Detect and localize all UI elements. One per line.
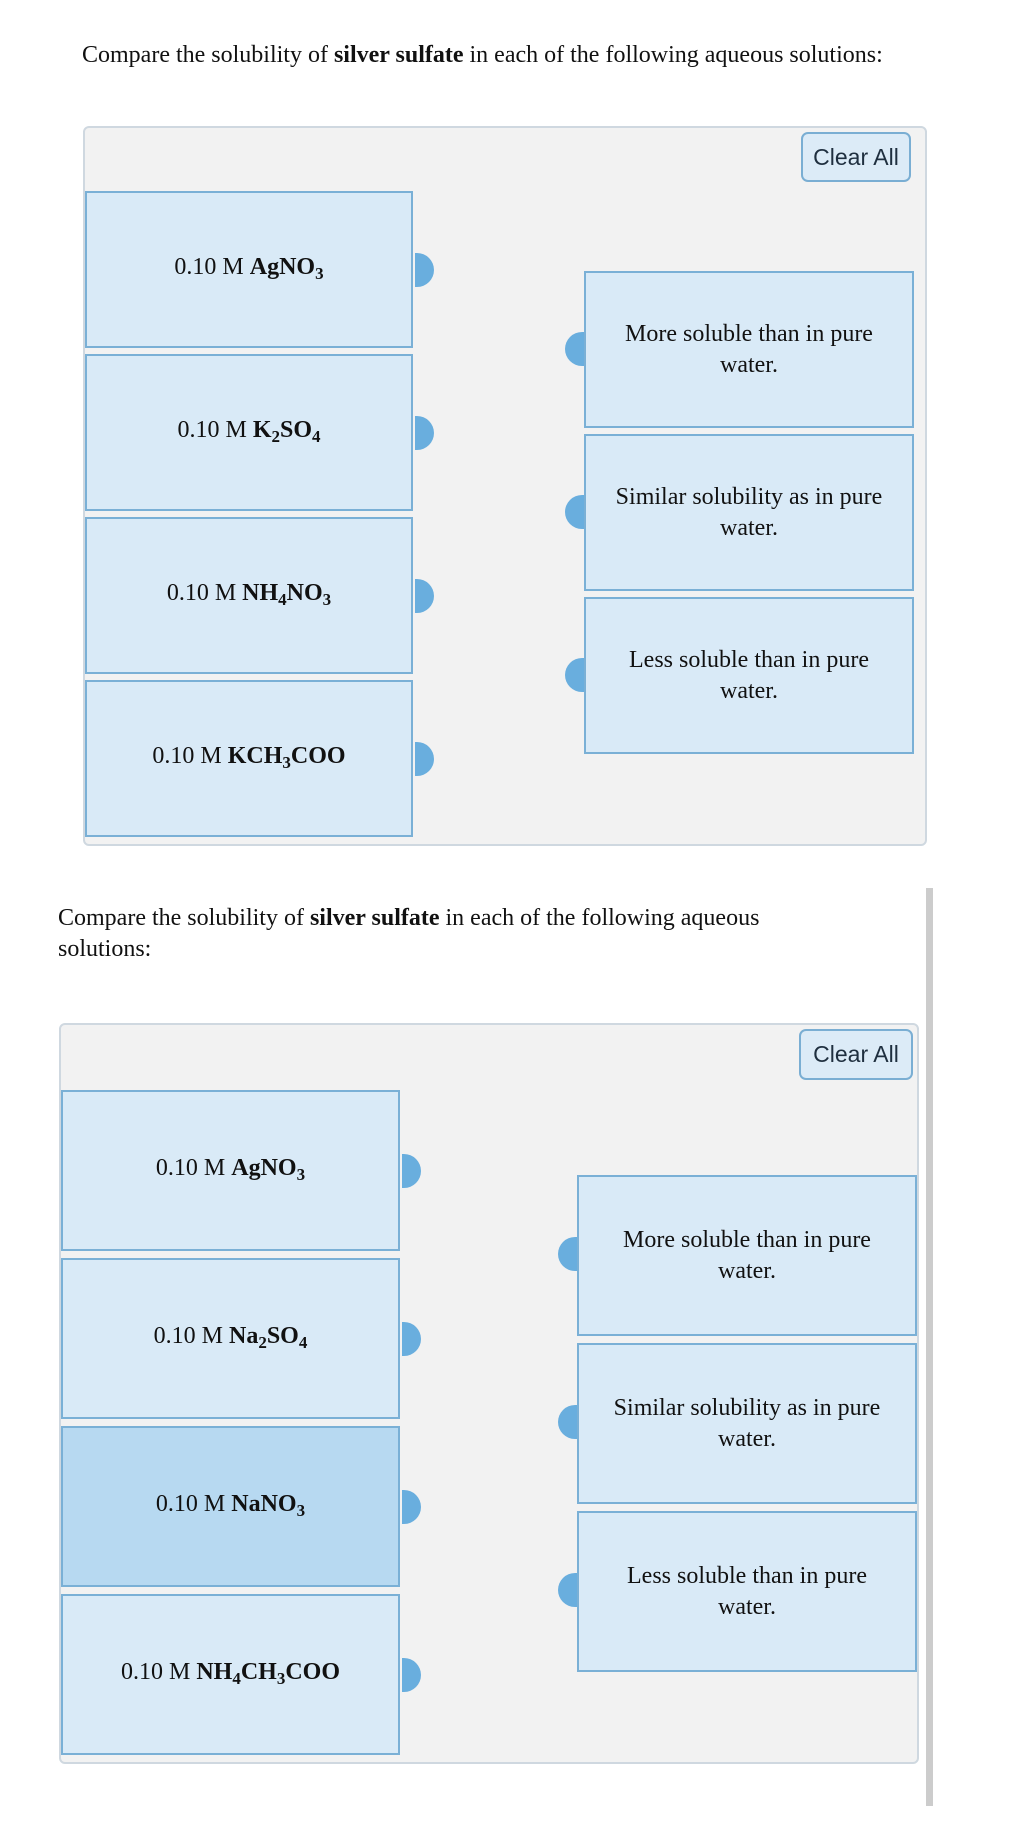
clear-all-button[interactable]: Clear All <box>801 132 911 182</box>
target-more-soluble[interactable]: More soluble than in pure water. <box>584 271 914 428</box>
target-less-soluble[interactable]: Less soluble than in pure water. <box>584 597 914 754</box>
target-more-soluble[interactable]: More soluble than in pure water. <box>577 1175 917 1336</box>
source-card-nano3[interactable]: 0.10 M NaNO$_3$ <box>61 1426 400 1587</box>
question-1-prompt: Compare the solubility of silver sulfate in each of the following aqueous solutions: <box>82 42 883 68</box>
source-card-agno3[interactable]: 0.10 M AgNO$_3$ <box>85 191 413 348</box>
target-similar-solubility[interactable]: Similar solubility as in pure water. <box>577 1343 917 1504</box>
scroll-divider <box>926 888 933 1806</box>
source-card-k2so4[interactable]: 0.10 M $K_2SO_4$ <box>85 354 413 511</box>
target-similar-solubility[interactable]: Similar solubility as in pure water. <box>584 434 914 591</box>
source-card-kch3coo[interactable]: 0.10 M $KCH_3COO$ <box>85 680 413 837</box>
source-card-nh4no3[interactable]: 0.10 M $NH_4NO_3$ <box>85 517 413 674</box>
source-card-na2so4[interactable]: 0.10 M $Na_2SO_4$ <box>61 1258 400 1419</box>
question-2-prompt: Compare the solubility of silver sulfate in each of the following aqueous solutions: <box>58 905 760 962</box>
source-card-nh4ch3coo[interactable]: 0.10 M $NH_4CH_3COO$ <box>61 1594 400 1755</box>
clear-all-button[interactable]: Clear All <box>799 1029 913 1080</box>
target-less-soluble[interactable]: Less soluble than in pure water. <box>577 1511 917 1672</box>
source-card-agno3[interactable]: 0.10 M AgNO$_3$ <box>61 1090 400 1251</box>
